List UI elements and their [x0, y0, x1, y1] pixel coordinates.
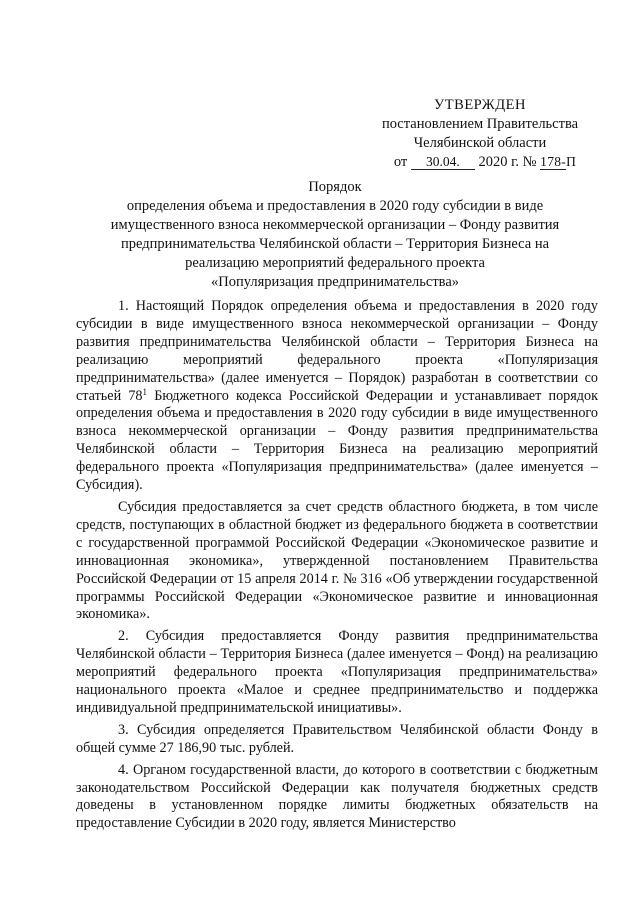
approval-date-value: 30.04.: [411, 154, 475, 170]
paragraph-3: 3. Субсидия определяется Правительством Челябинской области Фонду в общей сумме 27 186,90 тыс. рублей.: [76, 721, 598, 756]
heading-line-2: имущественного взноса некоммерческой организации – Фонду развития: [110, 217, 560, 233]
article-superscript: 1: [142, 386, 148, 397]
approval-date-line: [360, 153, 600, 172]
paragraph-1-continued: Субсидия предоставляется за счет средств областного бюджета, в том числе средств, поступающих в областной бюджет из федерального бюджета в соответствии с государственной программой Российской Федерации «Экономическое развитие и инновационная экономика», утвержденной постановлением Правительства Российской Федерации от 15 апреля 2014 г. № 316 «Об утверждении государственной программы Российской Федерации «Экономическое развитие и инновационная экономика».: [76, 498, 598, 623]
heading-line-4: реализацию мероприятий федерального проекта: [185, 255, 485, 271]
document-body: [76, 298, 598, 833]
paragraph-1-part-b: Бюджетного кодекса Российской Федерации и устанавливает порядок определения объема и предоставления в 2020 году субсидии в виде имущественного взноса некоммерческой организации – Фонду развития предпринимательства Челябинской области – Территория Бизнеса на реализацию мероприятий федерального проекта «Популяризация предпринимательства» (далее именуется – Субсидия).: [76, 387, 598, 494]
paragraph-4: 4. Органом государственной власти, до которого в соответствии с бюджетным законодательством Российской Федерации как получателя бюджетных средств доведены в установленном порядке лимиты бюджетных обязательств на предоставление Субсидии в 2020 году, является Министерство: [76, 761, 598, 832]
heading-line-5: «Популяризация предпринимательства»: [210, 274, 460, 290]
approval-from-prefix: от: [393, 154, 408, 170]
paragraph-1-part-a: 1. Настоящий Порядок определения объема и предоставления в 2020 году субсидии в виде имущественного взноса некоммерческой организации – Фонду развития предпринимательства Челябинской области – Территория Бизнеса на реализацию мероприятий федерального проекта «Популяризация предпринимательства» (далее именуется – Порядок) разработан в соответствии со статьей 78: [76, 298, 598, 404]
heading-line-3: предпринимательства Челябинской области – Территория Бизнеса на: [120, 236, 550, 252]
approval-year-text: 2020 г. №: [478, 154, 537, 170]
heading-title: Порядок: [308, 179, 362, 195]
approval-line-2: Челябинской области: [413, 135, 547, 151]
approval-block: [360, 96, 600, 172]
paragraph-2: 2. Субсидия предоставляется Фонду развития предпринимательства Челябинской области – Территория Бизнеса (далее именуется – Фонд) на реализацию мероприятий федерального проекта «Популяризация предпринимательства» национального проекта «Малое и среднее предпринимательство и поддержка индивидуальной предпринимательской инициативы».: [76, 628, 598, 716]
paragraph-1: [76, 298, 598, 495]
document-heading: [70, 178, 600, 292]
approval-line-1: постановлением Правительства: [381, 116, 579, 132]
heading-line-1: определения объема и предоставления в 2020 году субсидии в виде: [126, 198, 544, 214]
approval-title: УТВЕРЖДЕН: [434, 97, 526, 113]
approval-number-value: 178-П: [540, 154, 577, 169]
